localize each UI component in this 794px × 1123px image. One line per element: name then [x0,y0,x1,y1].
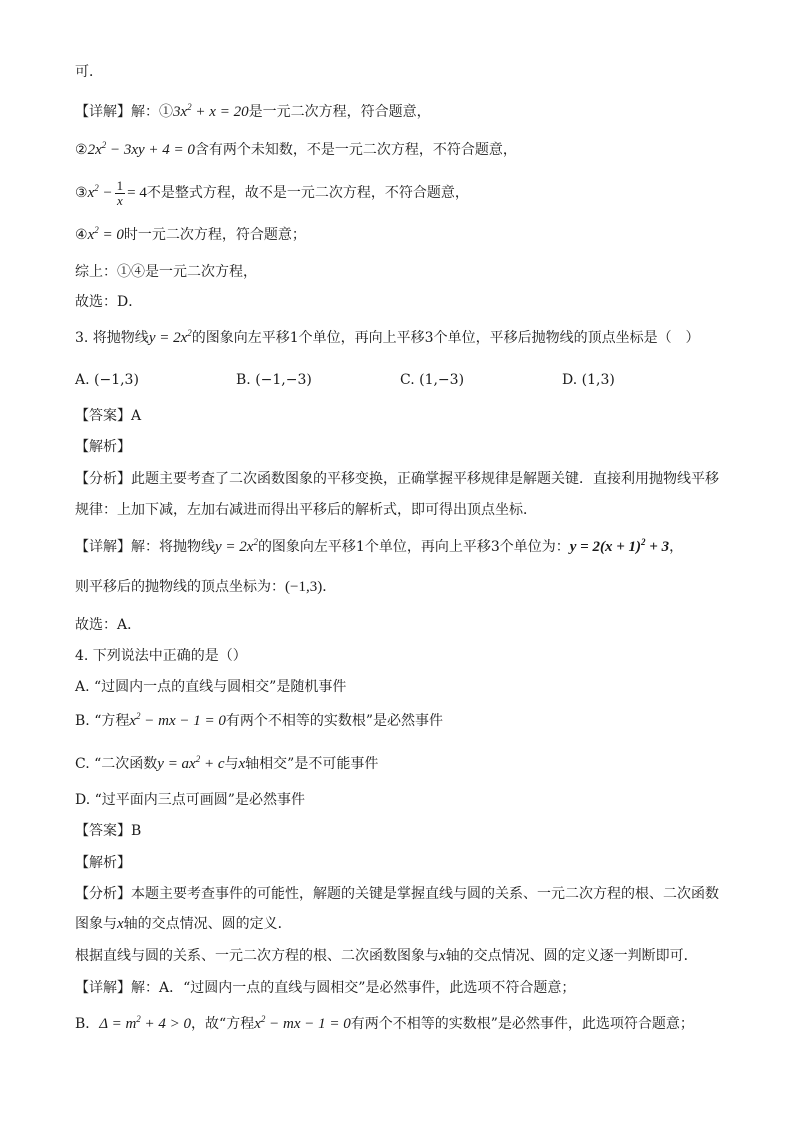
text-line: $②2x^2 - 3xy + 4 = 0$含有两个未知数，不是一元二次方程，不符合题意， [75,140,517,158]
text-line: 综上：①④是一元二次方程， [75,264,257,280]
text-line: 可． [75,64,103,80]
option-c: C. “二次函数$y = ax^2 + c$与x轴相交”是不可能事件 [75,754,379,772]
question-3: 3. 将抛物线$y = 2x^2$的图象向左平移1个单位，再向上平移3个单位，平移后抛物线的顶点坐标是（ ） [75,328,700,346]
option-a: A. “过圆内一点的直线与圆相交”是随机事件 [75,679,347,695]
analysis-label: 【解析】 [75,439,131,455]
text-line: 图象与x轴的交点情况、圆的定义． [75,916,292,932]
text-line: 【分析】本题主要考查事件的可能性，解题的关键是掌握直线与圆的关系、一元二次方程的根、二次函数 [75,886,719,902]
option-d: D. “过平面内三点可画圆”是必然事件 [75,792,305,808]
equation: $2x^2 - 3xy + 4 = 0$ [87,140,195,158]
text-line: 根据直线与圆的关系、一元二次方程的根、二次函数图象与x轴的交点情况、圆的定义逐一判断即可． [75,948,698,964]
equation: $x^2$ − mx − 1 = 0 [254,1014,351,1032]
equation: $x^2 = 0$ [87,225,124,243]
option-d: D. (1,3) [562,372,615,388]
text-line: 规律：上加下减，左加右减进而得出平移后的解析式，即可得出顶点坐标． [75,502,537,518]
text-line: $③x^2$ − $\frac{1}{x}$ = 4不是整式方程，故不是一元二次方程，不符合题意， [75,177,469,208]
text-line: 【详解】解：$①3x^2 + x = 20$是一元二次方程，符合题意， [75,102,431,120]
fraction: $\frac{1}{x}$ [116,177,124,208]
option-c: C. (1,−3) [400,372,465,388]
text-line: 故选：D． [75,294,143,310]
equation: $y = ax^2 + c$ [157,754,225,772]
option-b: B. “方程$x^2$ − mx − 1 = 0有两个不相等的实数根”是必然事件 [75,711,444,729]
equation: $x^2$ − [87,183,113,201]
equation: $y = 2(x + 1)^2 + 3$ [569,537,670,555]
text-line: B．$\Delta = m^2 + 4 > 0$，故“方程$x^2$ − mx − 1 = 0有两个不相等的实数根”是必然事件，此选项符合题意； [75,1014,694,1032]
answer-label: 【答案】A [75,408,142,424]
equation: $y = 2x^2$ [215,537,258,555]
text-line: 【详解】解：A．“过圆内一点的直线与圆相交”是必然事件，此选项不符合题意； [75,980,576,996]
text-line: 则平移后的抛物线的顶点坐标为：(−1,3)． [75,579,337,595]
analysis-label: 【解析】 [75,855,131,871]
question-4: 4. 下列说法中正确的是（） [75,648,247,664]
answer-label: 【答案】B [75,823,142,839]
text-line: $④x^2 = 0$时一元二次方程，符合题意； [75,225,306,243]
equation: $y = 2x^2$ [148,328,192,346]
text-line: 故选：A． [75,617,142,633]
equation: $x^2$ − mx − 1 = 0 [129,711,226,729]
option-b: B. (−1,−3) [236,372,312,388]
option-a: A. (−1,3) [75,372,139,388]
equation: $\Delta = m^2 + 4 > 0$ [99,1014,192,1032]
text-line: 【分析】此题主要考查了二次函数图象的平移变换，正确掌握平移规律是解题关键．直接利用抛物线平移 [75,471,719,487]
equation: $3x^2 + x = 20$ [173,102,249,120]
text-line: 【详解】解：将抛物线$y = 2x^2$的图象向左平移1个单位，再向上平移3个单位为：$y = 2(x + 1)^2 + 3$， [75,537,684,555]
